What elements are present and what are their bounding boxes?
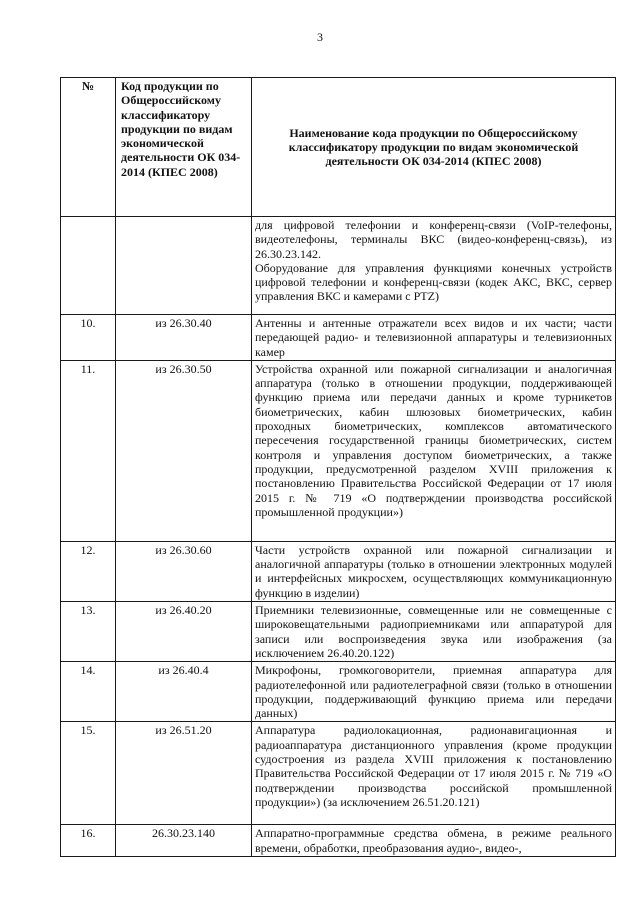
header-name: Наименование кода продукции по Общероссийскому классификатору продукции по видам экономической деятельности ОК 034-2014 (КПЕС 2008) [252,78,616,217]
table-row [61,825,616,857]
table-row-continuation [61,217,616,315]
row-code: 26.30.23.140 [116,825,252,857]
row-description: Аппаратура радиолокационная, радионавигационная и радиоаппаратура дистанционного управления (кроме продукции судостроения из раздела XVIII приложения к постановлению Правительства Российской Федерации от 17 июля 2015 г. № 719 «О подтверждении производства российской промышленной продукции») (за исключением 26.51.20.121) [252,722,616,825]
table-row [61,541,616,601]
header-number: № [61,78,116,217]
row-description: Аппаратно-программные средства обмена, в режиме реального времени, обработки, преобразования аудио-, видео-, [252,825,616,857]
row-number: 15. [61,722,116,825]
row-description: Устройства охранной или пожарной сигнализации и аналогичная аппаратура (только в отношении продукции, поддерживающей функцию приема или передачи данных и кроме турникетов биометрических, кабин шлюзовых биометрических, кабин проходных биометрических, комплексов автоматического пересечения государственной границы биометрических, систем контроля и управления доступом биометрических, а также продукции, предусмотренной разделом XVIII приложения к постановлению Правительства Российской Федерации от 17 июля 2015 г. № 719 «О подтверждении производства российской промышленной продукции») [252,360,616,541]
row-code: из 26.51.20 [116,722,252,825]
row-code: из 26.30.60 [116,541,252,601]
row-description [252,217,616,315]
row-number: 16. [61,825,116,857]
row-description: Части устройств охранной или пожарной сигнализации и аналогичной аппаратуры (только в отношении электронных модулей и интерфейсных микросхем, осуществляющих коммуникационную функцию в изделии) [252,541,616,601]
row-number: 12. [61,541,116,601]
row-number: 13. [61,602,116,662]
row-number: 10. [61,315,116,361]
row-code: из 26.30.40 [116,315,252,361]
row-description: Микрофоны, громкоговорители, приемная аппаратура для радиотелефонной или радиотелеграфной связи (только в отношении продукции, поддерживающий функцию приема или передачи данных) [252,662,616,722]
table-row [61,662,616,722]
page-number: 3 [317,30,323,44]
row-number: 11. [61,360,116,541]
row-description: Антенны и антенные отражатели всех видов и их части; части передающей радио- и телевизионной аппаратуры и телевизионных камер [252,315,616,361]
table-row [61,315,616,361]
row-code: из 26.40.20 [116,602,252,662]
table-header-row [61,78,616,217]
table-row [61,360,616,541]
table-row [61,722,616,825]
row-number: 14. [61,662,116,722]
row-code: из 26.40.4 [116,662,252,722]
row-code [116,217,252,315]
row-number [61,217,116,315]
header-code: Код продукции по Общероссийскому классификатору продукции по видам экономической деятельности ОК 034-2014 (КПЕС 2008) [116,78,252,217]
description-paragraph: для цифровой телефонии и конференц-связи (VoIP-телефоны, видеотелефоны, терминалы ВКС (видео-конференц-связь), из 26.30.23.142. [255,218,612,261]
description-paragraph: Оборудование для управления функциями конечных устройств цифровой телефонии и конференц-связи (кодек АКС, ВКС, сервер управления ВКС и камерами с PTZ) [255,260,612,304]
row-code: из 26.30.50 [116,360,252,541]
row-description: Приемники телевизионные, совмещенные или не совмещенные с широковещательными радиоприемниками или аппаратурой для записи или воспроизведения звука или изображения (за исключением 26.40.20.122) [252,602,616,662]
table-row [61,602,616,662]
product-codes-table [60,77,616,857]
